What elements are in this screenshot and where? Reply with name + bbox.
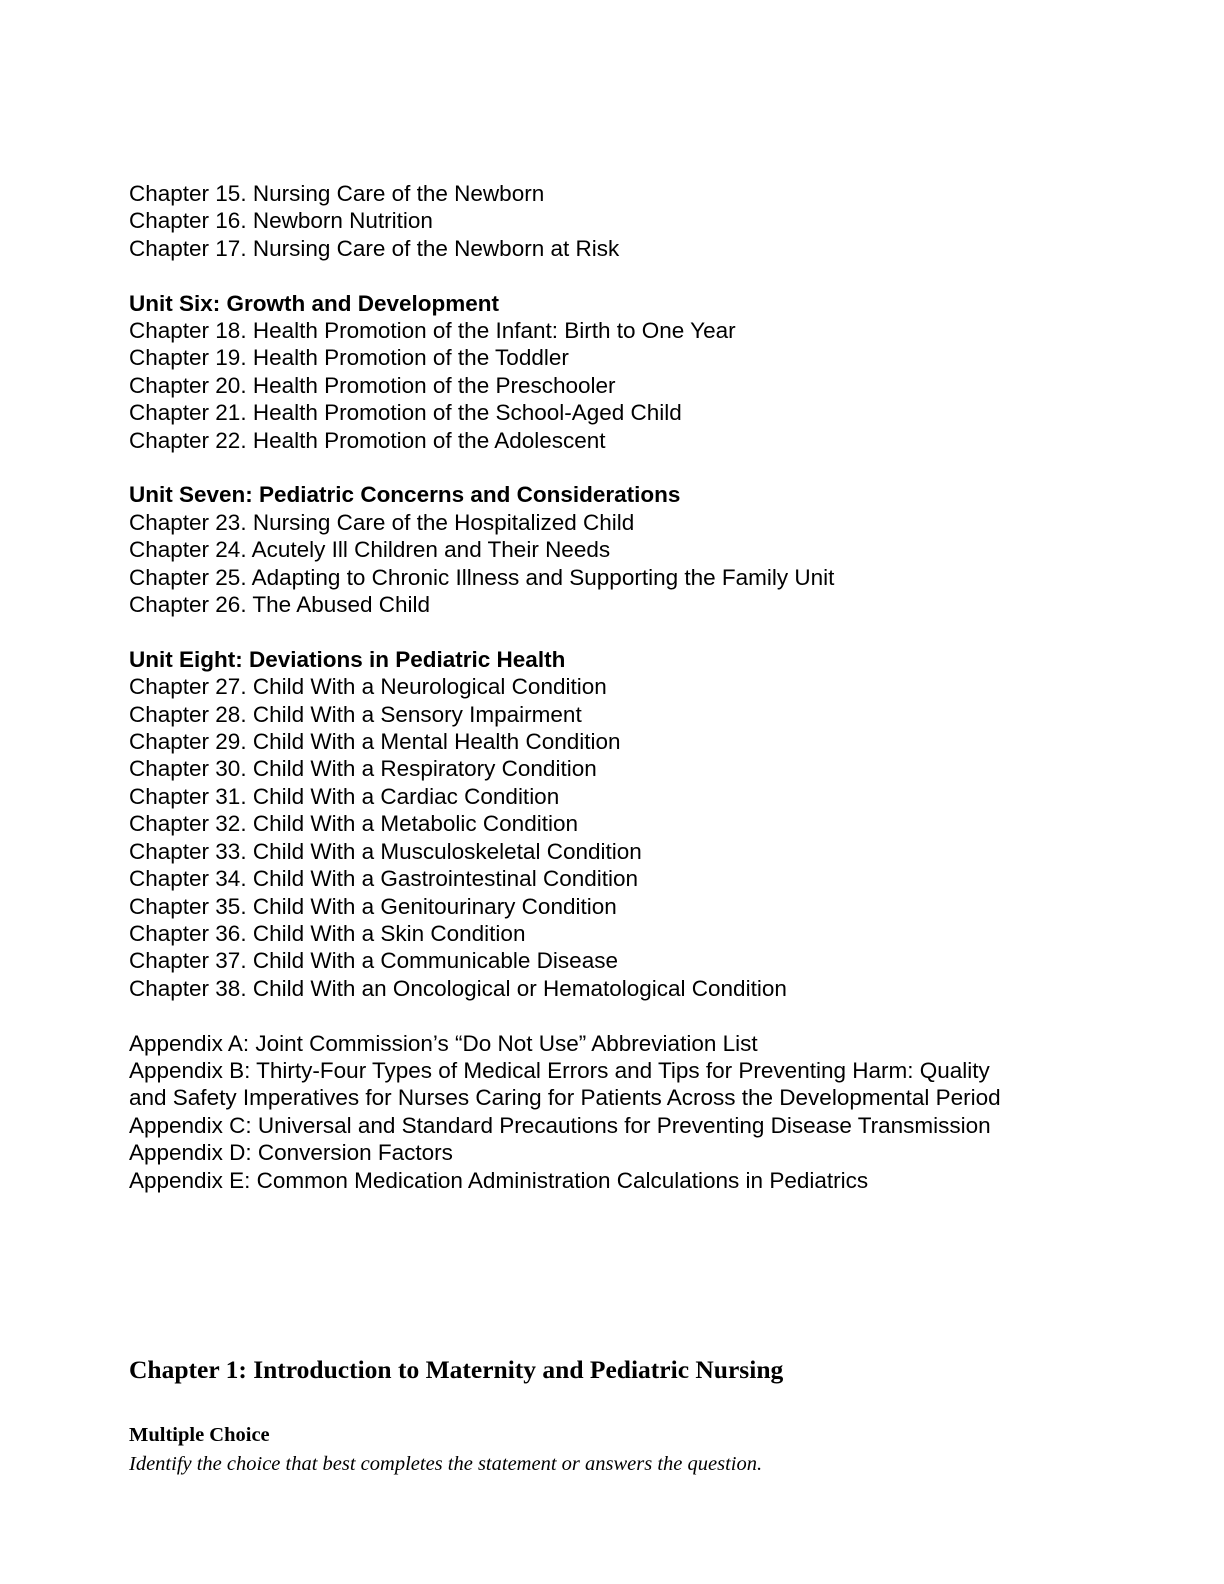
spacer	[129, 1002, 1129, 1029]
spacer	[129, 618, 1129, 645]
toc-chapter-22: Chapter 22. Health Promotion of the Adolescent	[129, 427, 606, 453]
toc-chapter-24: Chapter 24. Acutely Ill Children and Their Needs	[129, 537, 611, 563]
toc-chapter-38: Chapter 38. Child With an Oncological or Hematological Condition	[129, 975, 787, 1001]
toc-appendix-e: Appendix E: Common Medication Administration Calculations in Pediatrics	[129, 1167, 869, 1193]
toc-chapter-23: Chapter 23. Nursing Care of the Hospitalized Child	[129, 509, 635, 535]
spacer	[129, 454, 1129, 481]
section-instructions: Identify the choice that best completes the statement or answers the question.	[129, 1453, 763, 1475]
spacer	[129, 262, 1129, 289]
unit-eight-heading: Unit Eight: Deviations in Pediatric Health	[129, 646, 566, 672]
toc-chapter-15: Chapter 15. Nursing Care of the Newborn	[129, 181, 545, 206]
toc-appendix-b-line-1: Appendix B: Thirty-Four Types of Medical Errors and Tips for Preventing Harm: Quality	[129, 1057, 990, 1083]
toc-chapter-17: Chapter 17. Nursing Care of the Newborn at Risk	[129, 235, 620, 261]
toc-chapter-34: Chapter 34. Child With a Gastrointestinal Condition	[129, 866, 639, 892]
toc-chapter-28: Chapter 28. Child With a Sensory Impairment	[129, 701, 582, 727]
table-of-contents	[129, 180, 1129, 1194]
toc-chapter-31: Chapter 31. Child With a Cardiac Condition	[129, 783, 560, 809]
chapter-section	[129, 1352, 1129, 1475]
toc-chapter-16: Chapter 16. Newborn Nutrition	[129, 208, 433, 234]
toc-chapter-29: Chapter 29. Child With a Mental Health Condition	[129, 729, 621, 755]
toc-chapter-21: Chapter 21. Health Promotion of the School-Aged Child	[129, 400, 682, 426]
toc-chapter-20: Chapter 20. Health Promotion of the Preschooler	[129, 372, 616, 398]
section-title: Multiple Choice	[129, 1424, 270, 1446]
toc-appendix-b-line-2: and Safety Imperatives for Nurses Caring for Patients Across the Developmental Period	[129, 1085, 1001, 1111]
toc-chapter-26: Chapter 26. The Abused Child	[129, 592, 431, 618]
toc-chapter-18: Chapter 18. Health Promotion of the Infant: Birth to One Year	[129, 318, 736, 344]
toc-chapter-19: Chapter 19. Health Promotion of the Toddler	[129, 345, 569, 371]
toc-chapter-27: Chapter 27. Child With a Neurological Condition	[129, 674, 607, 700]
toc-chapter-25: Chapter 25. Adapting to Chronic Illness and Supporting the Family Unit	[129, 564, 835, 590]
toc-chapter-32: Chapter 32. Child With a Metabolic Condition	[129, 811, 578, 837]
toc-appendix-c: Appendix C: Universal and Standard Precautions for Preventing Disease Transmission	[129, 1112, 991, 1138]
unit-seven-heading: Unit Seven: Pediatric Concerns and Considerations	[129, 482, 681, 508]
toc-chapter-30: Chapter 30. Child With a Respiratory Condition	[129, 756, 597, 782]
toc-appendix-a: Appendix A: Joint Commission’s “Do Not Use” Abbreviation List	[129, 1030, 758, 1056]
chapter-title: Chapter 1: Introduction to Maternity and Pediatric Nursing	[129, 1355, 784, 1384]
toc-chapter-33: Chapter 33. Child With a Musculoskeletal Condition	[129, 838, 642, 864]
unit-six-heading: Unit Six: Growth and Development	[129, 290, 500, 316]
toc-chapter-36: Chapter 36. Child With a Skin Condition	[129, 920, 526, 946]
toc-chapter-35: Chapter 35. Child With a Genitourinary Condition	[129, 893, 617, 919]
toc-appendix-d: Appendix D: Conversion Factors	[129, 1140, 453, 1166]
toc-chapter-37: Chapter 37. Child With a Communicable Disease	[129, 948, 618, 974]
